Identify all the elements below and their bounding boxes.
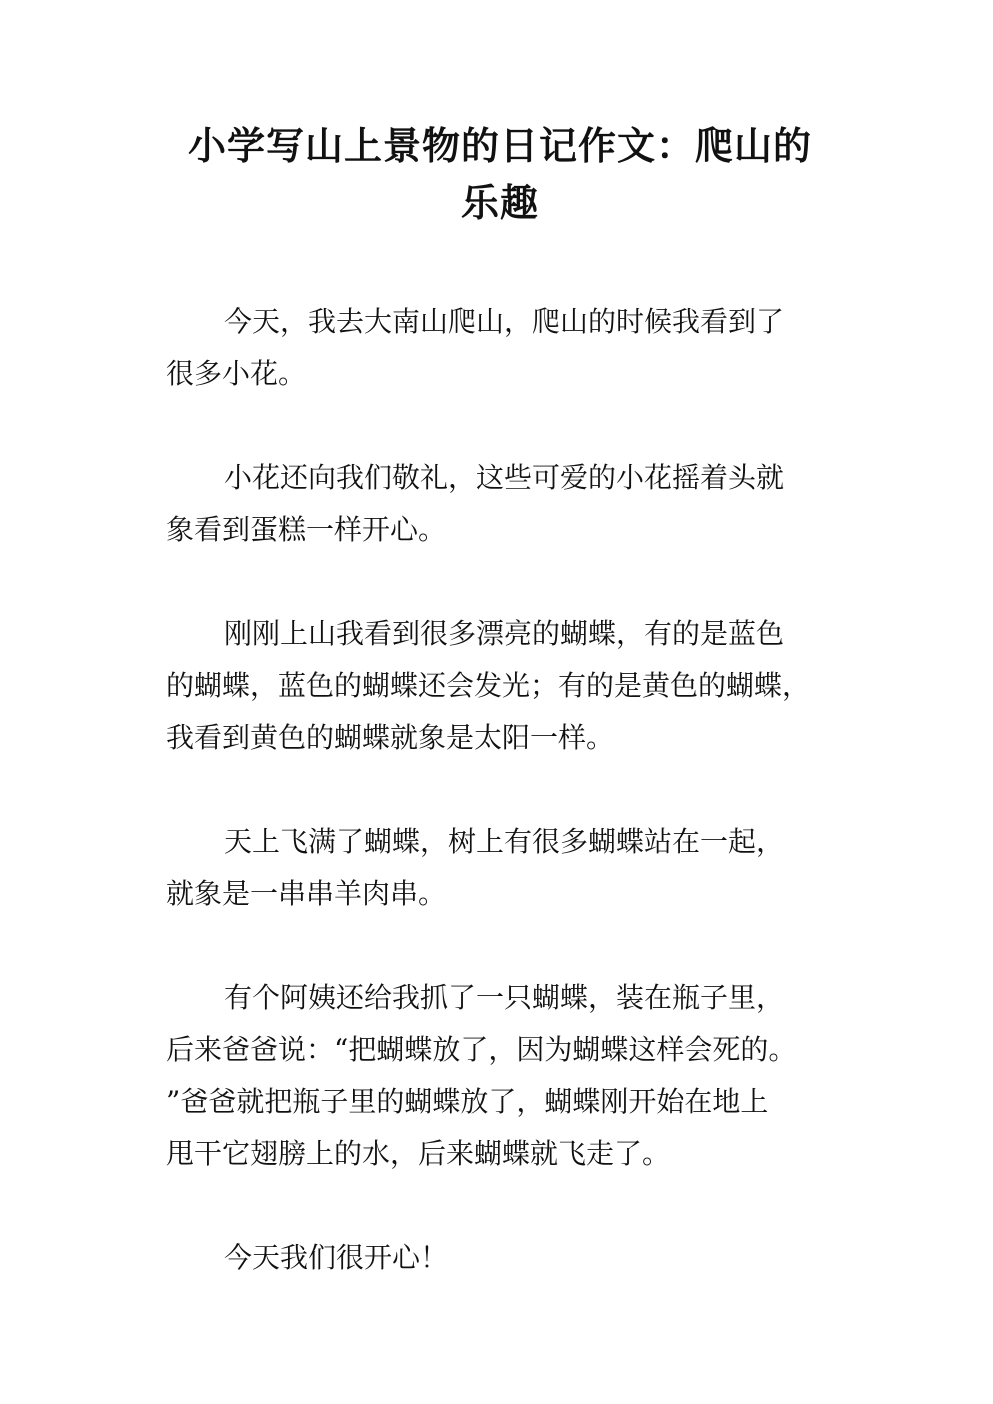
paragraph-3 <box>166 608 836 764</box>
paragraph-line: 甩干它翅膀上的水，后来蝴蝶就飞走了。 <box>166 1137 671 1170</box>
paragraph-line: 象看到蛋糕一样开心。 <box>166 513 447 546</box>
paragraph-5 <box>166 972 836 1180</box>
paragraph-line: 就象是一串串羊肉串。 <box>166 877 447 910</box>
paragraph-6 <box>166 1232 836 1284</box>
paragraph-line: 天上飞满了蝴蝶，树上有很多蝴蝶站在一起， <box>224 825 785 858</box>
paragraph-line: ”爸爸就把瓶子里的蝴蝶放了，蝴蝶刚开始在地上 <box>166 1085 769 1118</box>
paragraph-line: 很多小花。 <box>166 357 307 390</box>
paragraph-line: 的蝴蝶，蓝色的蝴蝶还会发光；有的是黄色的蝴蝶， <box>166 669 811 702</box>
paragraph-line: 我看到黄色的蝴蝶就象是太阳一样。 <box>166 721 615 754</box>
paragraph-line: 今天，我去大南山爬山，爬山的时候我看到了 <box>224 305 785 338</box>
paragraph-4 <box>166 816 836 920</box>
document-body <box>166 296 836 1336</box>
title-line-1: 小学写山上景物的日记作文：爬山的 <box>187 124 812 168</box>
paragraph-1 <box>166 296 836 400</box>
paragraph-line: 今天我们很开心！ <box>224 1241 449 1274</box>
paragraph-line: 小花还向我们敬礼，这些可爱的小花摇着头就 <box>224 461 785 494</box>
paragraph-line: 刚刚上山我看到很多漂亮的蝴蝶，有的是蓝色 <box>224 617 785 650</box>
paragraph-2 <box>166 452 836 556</box>
paragraph-line: 有个阿姨还给我抓了一只蝴蝶，装在瓶子里， <box>224 981 785 1014</box>
title-line-2: 乐趣 <box>460 181 539 225</box>
paragraph-line: 后来爸爸说：“把蝴蝶放了，因为蝴蝶这样会死的。 <box>166 1033 797 1066</box>
document-title <box>170 118 830 232</box>
